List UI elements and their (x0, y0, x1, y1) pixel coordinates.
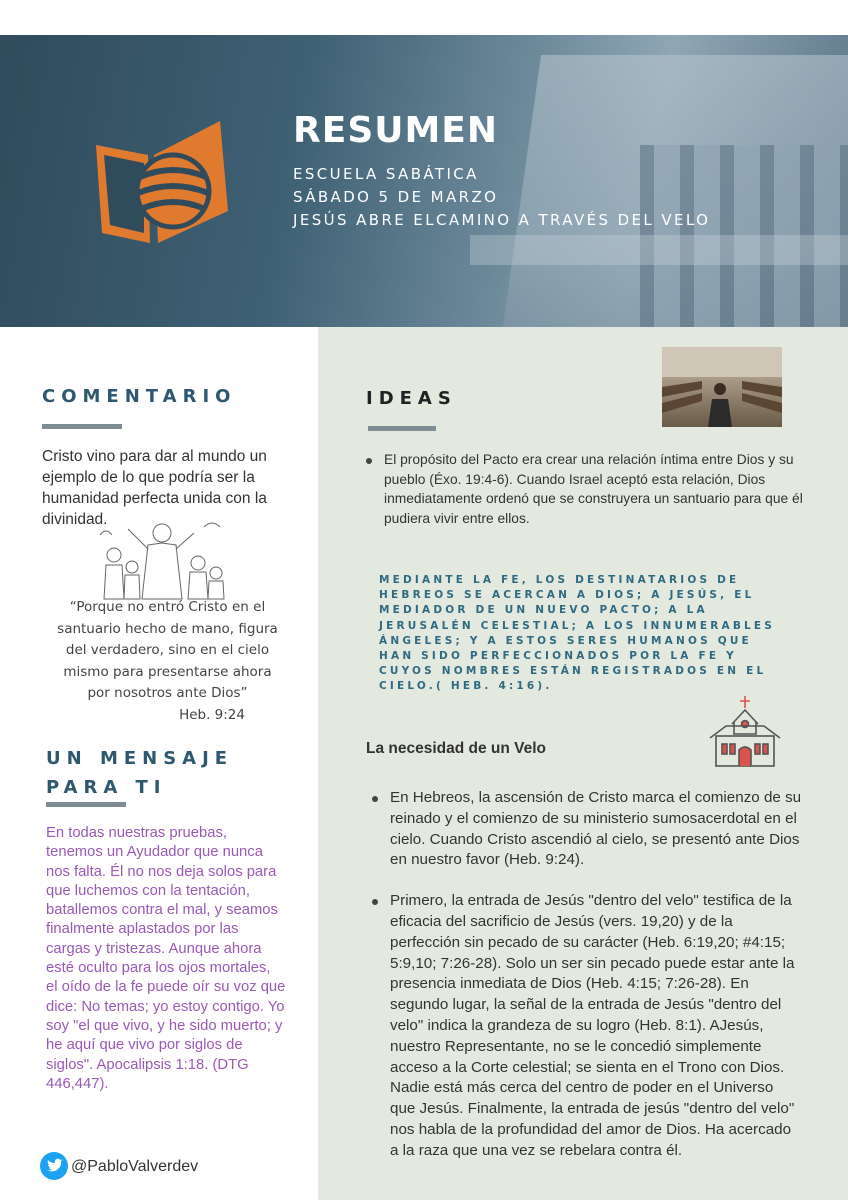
ideas-list (364, 450, 804, 528)
twitter-handle[interactable]: @PabloValverdev (71, 1158, 199, 1175)
twitter-icon[interactable] (40, 1152, 68, 1180)
velo-bullet-2: Primero, la entrada de Jesús "dentro del velo" testifica de la eficacia del sacrificio de Jesús (vers. 19,20) y de la perfección sin pecado de su carácter (Heb. 6:19,20; #4:15; 5:9,10; 7:26-28). Solo un ser sin pecado puede estar ante la presencia inmediata de Dios (Heb. 4:15; 7:26-28). En segundo lugar, la señal de la entrada de Jesús "dentro del velo" indica la grandeza de su logro (Heb. 8:1). AJesús, nuestro Representante, no se le concedió simplemente acceso a la Corte celestial; se sienta en el Trono con Dios. Nadie está más cerca del centro de poder en el Universo que Jesús. Finalmente, la entrada de jesús "dentro del velo" nos habla de la profundidad del amor de Dios. Ha acercado a la raza que una vez se rebelara contra él. (370, 891, 802, 1161)
ideas-heading: IDEAS (366, 388, 457, 409)
velo-list (370, 788, 802, 1162)
quote-reference: Heb. 9:24 (179, 706, 245, 723)
sabbath-school-logo-icon (78, 115, 238, 255)
subtitle-lesson: JESÚS ABRE ELCAMINO A TRAVÉS DEL VELO (293, 211, 711, 229)
mensaje-heading-line1: UN MENSAJE (46, 748, 234, 769)
quote-text: “Porque no entró Cristo en el santuario hecho de mano, figura del verdadero, sino en el cielo mismo para presentarse ahora por nosotros ante Dios” (57, 599, 278, 701)
mensaje-heading (46, 744, 233, 802)
praying-man-photo (662, 347, 782, 427)
comentario-divider (42, 424, 122, 429)
church-icon (706, 694, 784, 770)
page-title: RESUMEN (293, 110, 499, 151)
header-building-ledge (470, 235, 848, 265)
velo-bullet-1: En Hebreos, la ascensión de Cristo marca el comienzo de su reinado y el comienzo de su ministerio sumosacerdotal en el cielo. Cuando Cristo ascendió al cielo, se presentó ante Dios en nuestro favor (Heb. 9:24). (370, 788, 802, 871)
highlight-quote: MEDIANTE LA FE, LOS DESTINATARIOS DE HEBREOS SE ACERCAN A DIOS; A JESÚS, EL MEDIADOR DE UN NUEVO PACTO; A LA JERUSALÉN CELESTIAL; A LOS INNUMERABLES ÁNGELES; Y A ESTOS SERES HUMANOS QUE HAN SIDO PERFECCIONADOS POR LA FE Y CUYOS NOMBRES ESTÁN REGISTRADOS EN EL CIELO.( HEB. 4:16). (379, 574, 776, 693)
comentario-text: Cristo vino para dar al mundo un ejemplo de lo que podría ser la humanidad perfecta unida con la divinidad. (42, 448, 267, 528)
comentario-heading: COMENTARIO (42, 386, 237, 407)
ideas-bullet: El propósito del Pacto era crear una relación íntima entre Dios y su pueblo (Éxo. 19:4-6). Cuando Israel aceptó esta relación, Dios inmediatamente ordenó que se construyera un santuario para que él pudiera vivir entre ellos. (364, 450, 804, 528)
mensaje-heading-line2: PARA TI (46, 777, 167, 798)
subtitle-date: SÁBADO 5 DE MARZO (293, 188, 499, 206)
jesus-with-children-illustration-icon (92, 515, 232, 600)
mensaje-divider (46, 802, 126, 807)
subtitle-school: ESCUELA SABÁTICA (293, 165, 479, 183)
mensaje-text: En todas nuestras pruebas, tenemos un Ayudador que nunca nos falta. Él no nos deja solos para que luchemos con la tentación, batallemos contra el mal, y seamos finalmente aplastados por las cargas y tristezas. Aunque ahora esté oculto para los ojos mortales, el oído de la fe puede oír su voz que dice: No temas; yo estoy contigo. Yo soy "el que vivo, y he sido muerto; y he aquí que vivo por siglos de siglos". Apocalipsis 1:18. (DTG 446,447). (46, 825, 286, 1092)
ideas-divider (368, 426, 436, 431)
bible-quote (55, 597, 280, 726)
velo-heading: La necesidad de un Velo (366, 740, 547, 757)
